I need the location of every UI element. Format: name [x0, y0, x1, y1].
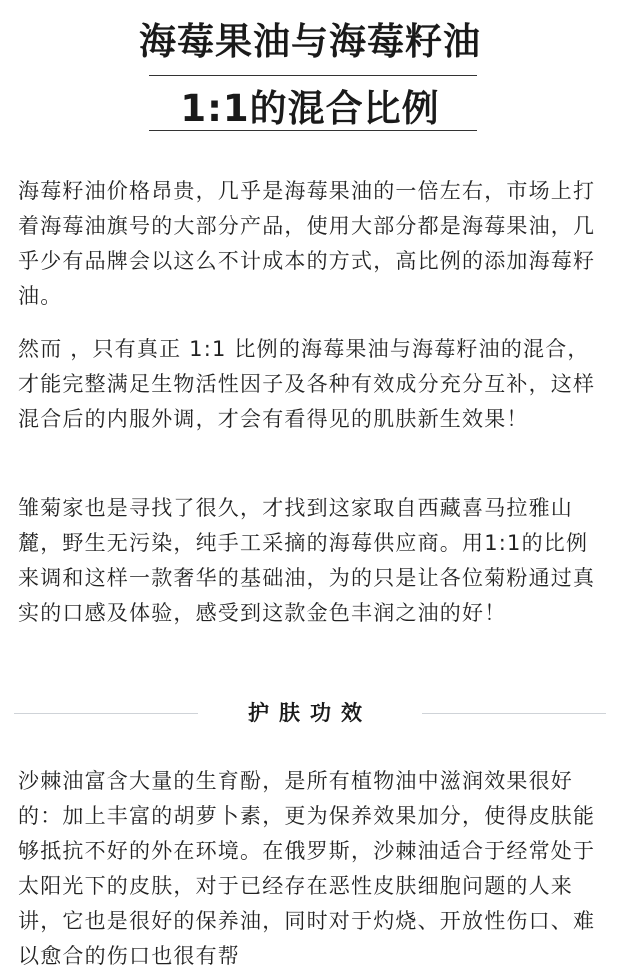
title-divider-top — [149, 75, 477, 76]
section-divider-right — [422, 713, 606, 714]
page-title-line-1: 海莓果油与海莓籽油 — [139, 20, 481, 63]
paragraph-ratio: 然而 ，只有真正 1:1 比例的海莓果油与海莓籽油的混合，才能完整满足生物活性因子及各种有效成分充分互补，这样混合后的内服外调，才会有看得见的肌肤新生效果！ — [18, 337, 596, 431]
section-divider-left — [14, 713, 198, 714]
paragraph-skincare-effects: 沙棘油富含大量的生育酚，是所有植物油中滋润效果很好的：加上丰富的胡萝卜素，更为保养效果加分，使得皮肤能够抵抗不好的外在环境。在俄罗斯，沙棘油适合于经常处于太阳光下的皮肤，对于已经存在恶性皮肤细胞问题的人来讲，它也是很好的保养油，同时对于灼烧、开放性伤口、难以愈合的伤口也很有帮 — [18, 769, 596, 968]
section-title: 护肤功效 — [248, 701, 372, 725]
paragraph-price: 海莓籽油价格昂贵，几乎是海莓果油的一倍左右，市场上打着海莓油旗号的大部分产品，使用大部分都是海莓果油，几乎少有品牌会以这么不计成本的方式，高比例的添加海莓籽油。 — [18, 179, 596, 308]
paragraph-supplier: 雏菊家也是寻找了很久，才找到这家取自西藏喜马拉雅山麓，野生无污染，纯手工采摘的海莓供应商。用1:1的比例来调和这样一款奢华的基础油，为的只是让各位菊粉通过真实的口感及体验，感受到这款金色丰润之油的好！ — [18, 496, 596, 625]
title-divider-bottom — [149, 130, 477, 131]
section-heading-skincare — [0, 696, 620, 730]
page-title-line-2: 1:1的混合比例 — [180, 87, 440, 130]
